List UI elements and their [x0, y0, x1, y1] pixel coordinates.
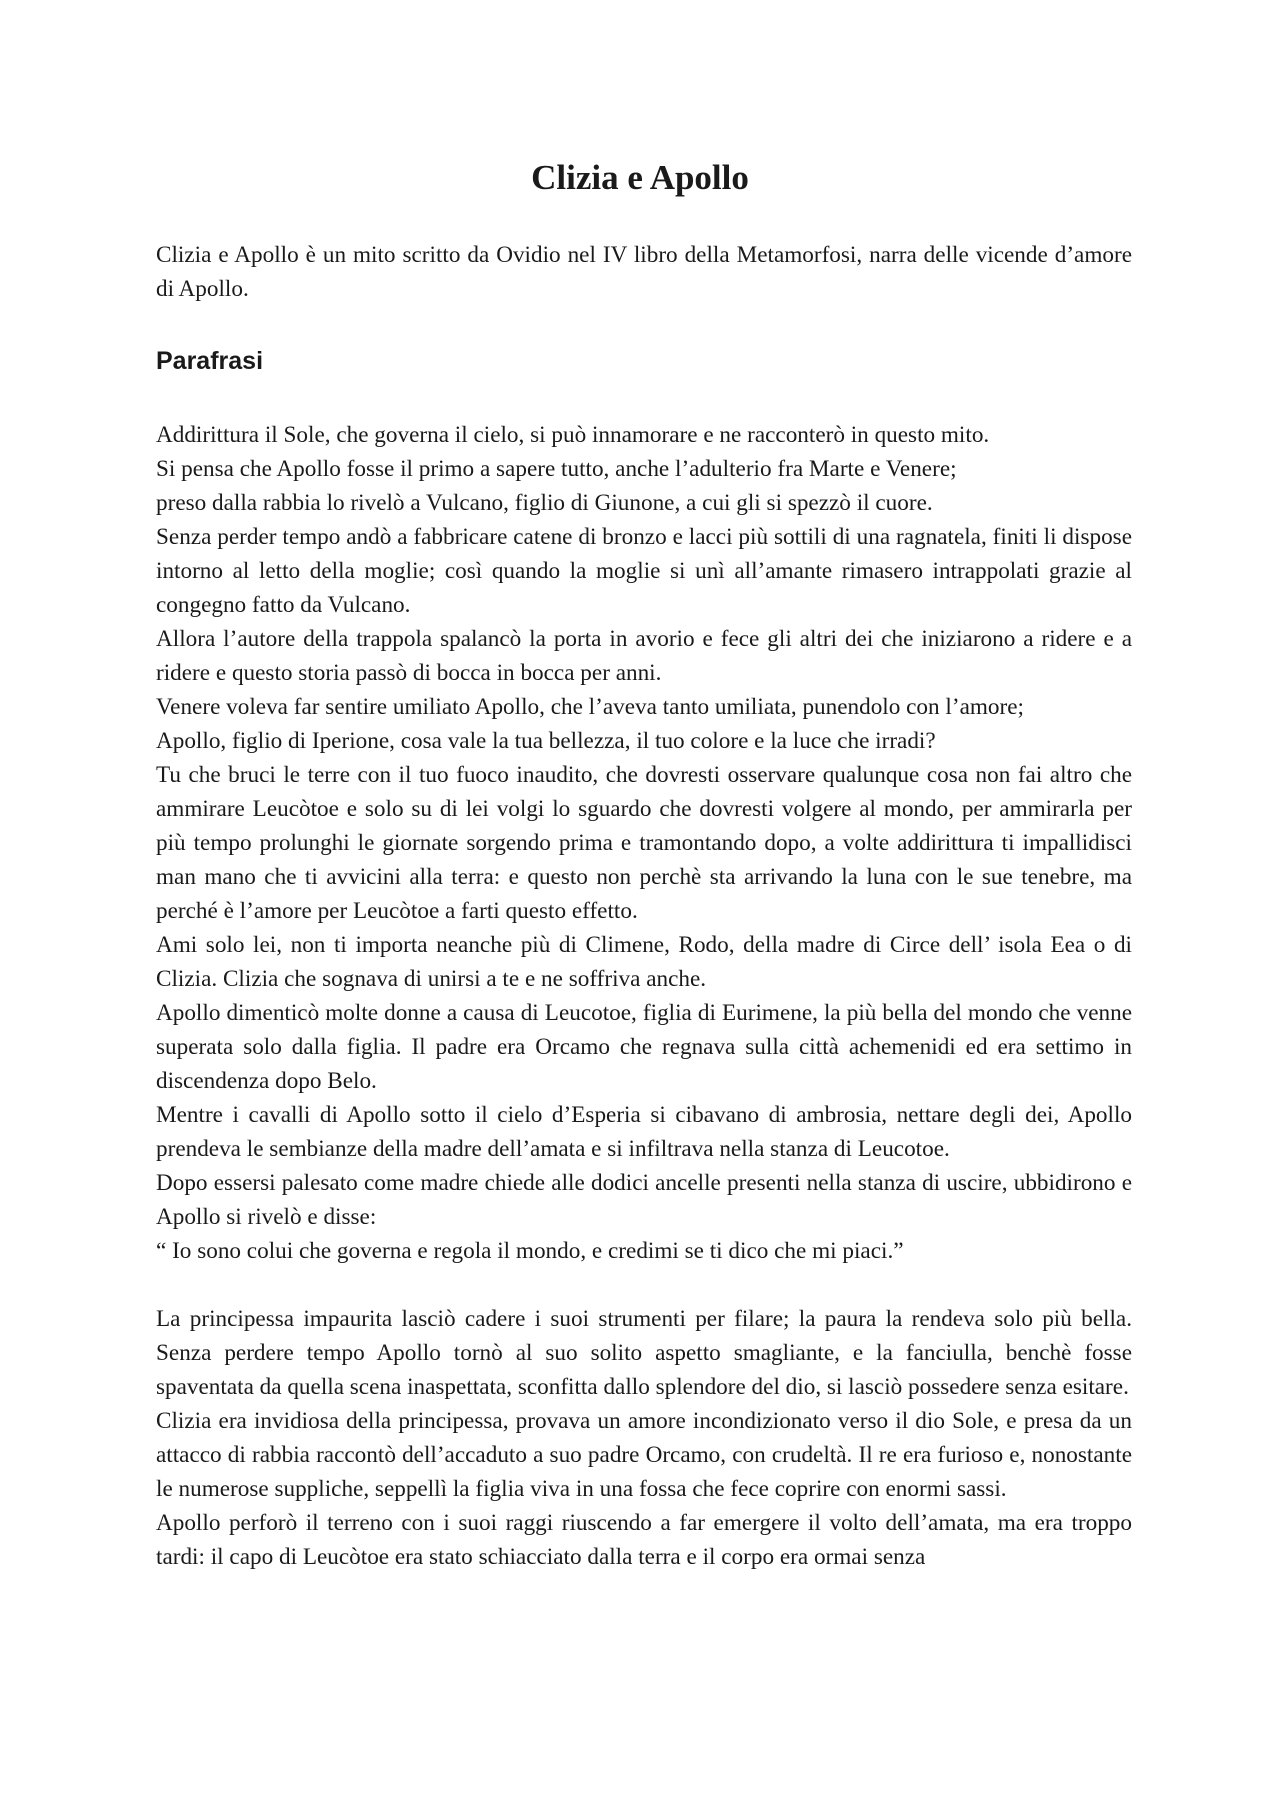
- paragraph: Senza perder tempo andò a fabbricare catene di bronzo e lacci più sottili di una ragnatela, finiti li dispose intorno al letto della moglie; così quando la moglie si unì all’amante rimasero intrappolati grazie al congegno fatto da Vulcano.: [156, 524, 1132, 618]
- paragraph: preso dalla rabbia lo rivelò a Vulcano, figlio di Giunone, a cui gli si spezzò il cuore.: [156, 490, 933, 516]
- paragraph: Si pensa che Apollo fosse il primo a sapere tutto, anche l’adulterio fra Marte e Venere;: [156, 456, 957, 482]
- paragraph: Mentre i cavalli di Apollo sotto il cielo d’Esperia si cibavano di ambrosia, nettare degli dei, Apollo prendeva le sembianze della madre dell’amata e si infiltrava nella stanza di Leucotoe.: [156, 1102, 1132, 1162]
- paragraph: La principessa impaurita lasciò cadere i suoi strumenti per filare; la paura la rendeva solo più bella. Senza perdere tempo Apollo tornò al suo solito aspetto smagliante, e la fanciulla, benchè fosse spaventata da quella scena inaspettata, sconfitta dallo splendore del dio, si lasciò possedere senza esitare.: [156, 1306, 1132, 1400]
- paragraph: Apollo perforò il terreno con i suoi raggi riuscendo a far emergere il volto dell’amata, ma era troppo tardi: il capo di Leucòtoe era stato schiacciato dalla terra e il corpo era ormai senza: [156, 1510, 1132, 1570]
- document-body: [156, 418, 1132, 1574]
- document-title: Clizia e Apollo: [531, 158, 749, 197]
- paragraph: Addirittura il Sole, che governa il cielo, si può innamorare e ne racconterò in questo mito.: [156, 422, 990, 448]
- paragraph: Venere voleva far sentire umiliato Apollo, che l’aveva tanto umiliata, punendolo con l’amore;: [156, 694, 1024, 720]
- paragraph: Allora l’autore della trappola spalancò la porta in avorio e fece gli altri dei che iniziarono a ridere e a ridere e questo storia passò di bocca in bocca per anni.: [156, 626, 1132, 686]
- paragraph: Apollo dimenticò molte donne a causa di Leucotoe, figlia di Eurimene, la più bella del mondo che venne superata solo dalla figlia. Il padre era Orcamo che regnava sulla città achemenidi ed era settimo in discendenza dopo Belo.: [156, 1000, 1132, 1094]
- section-heading: Parafrasi: [156, 347, 264, 375]
- paragraph: Clizia era invidiosa della principessa, provava un amore incondizionato verso il dio Sole, e presa da un attacco di rabbia raccontò dell’accaduto a suo padre Orcamo, con crudeltà. Il re era furioso e, nonostante le numerose suppliche, seppellì la figlia viva in una fossa che fece coprire con enormi sassi.: [156, 1408, 1132, 1502]
- quote-paragraph: “ Io sono colui che governa e regola il mondo, e credimi se ti dico che mi piaci.”: [156, 1238, 904, 1264]
- paragraph: Tu che bruci le terre con il tuo fuoco inaudito, che dovresti osservare qualunque cosa non fai altro che ammirare Leucòtoe e solo su di lei volgi lo sguardo che dovresti volgere al mondo, per ammirarla per più tempo prolunghi le giornate sorgendo prima e tramontando dopo, a volte addirittura ti impallidisci man mano che ti avvicini alla terra: e questo non perchè sta arrivando la luna con le sue tenebre, ma perché è l’amore per Leucòtoe a farti questo effetto.: [156, 762, 1132, 924]
- intro-paragraph: Clizia e Apollo è un mito scritto da Ovidio nel IV libro della Metamorfosi, narra delle vicende d’amore di Apollo.: [156, 242, 1132, 302]
- paragraph: Apollo, figlio di Iperione, cosa vale la tua bellezza, il tuo colore e la luce che irradi?: [156, 728, 936, 754]
- blank-line: [156, 1268, 1132, 1302]
- paragraph: Ami solo lei, non ti importa neanche più di Climene, Rodo, della madre di Circe dell’ isola Eea o di Clizia. Clizia che sognava di unirsi a te e ne soffriva anche.: [156, 932, 1132, 992]
- paragraph: Dopo essersi palesato come madre chiede alle dodici ancelle presenti nella stanza di uscire, ubbidirono e Apollo si rivelò e disse:: [156, 1170, 1132, 1230]
